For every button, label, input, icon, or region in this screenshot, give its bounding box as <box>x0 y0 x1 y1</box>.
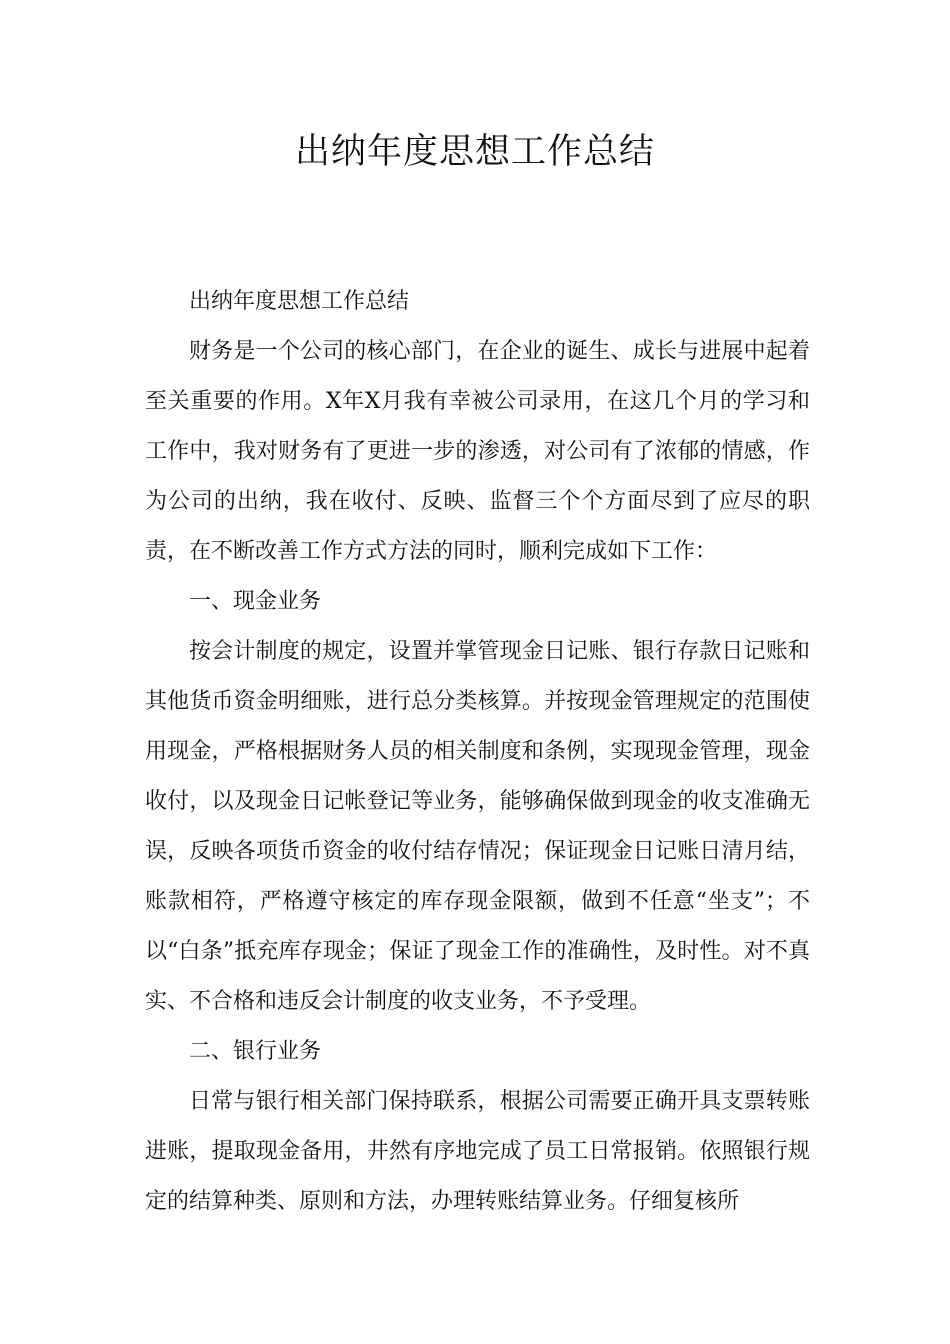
subtitle-paragraph: 出纳年度思想工作总结 <box>189 289 410 314</box>
document-title: 出纳年度思想工作总结 <box>294 132 655 172</box>
section-heading-bank: 二、银行业务 <box>189 1039 322 1064</box>
document-body <box>145 277 810 1227</box>
bank-business-paragraph: 日常与银行相关部门保持联系，根据公司需要正确开具支票转账进账，提取现金备用，井然有序地完成了员工日常报销。依照银行规定的结算种类、原则和方法，办理转账结算业务。仔细复核所 <box>145 1089 810 1214</box>
cash-business-paragraph: 按会计制度的规定，设置并掌管现金日记账、银行存款日记账和其他货币资金明细账，进行总分类核算。并按现金管理规定的范围使用现金，严格根据财务人员的相关制度和条例，实现现金管理，现金收付，以及现金日记帐登记等业务，能够确保做到现金的收支准确无误，反映各项货币资金的收付结存情况；保证现金日记账日清月结，账款相符，严格遵守核定的库存现金限额，做到不任意“坐支”；不以“白条”抵充库存现金；保证了现金工作的准确性，及时性。对不真实、不合格和违反会计制度的收支业务，不予受理。 <box>145 639 810 1014</box>
intro-paragraph: 财务是一个公司的核心部门，在企业的诞生、成长与进展中起着至关重要的作用。X年X月我有幸被公司录用，在这几个月的学习和工作中，我对财务有了更进一步的渗透，对公司有了浓郁的情感，作为公司的出纳，我在收付、反映、监督三个个方面尽到了应尽的职责，在不断改善工作方式方法的同时，顺利完成如下工作： <box>145 339 810 564</box>
section-heading-cash: 一、现金业务 <box>189 589 322 614</box>
